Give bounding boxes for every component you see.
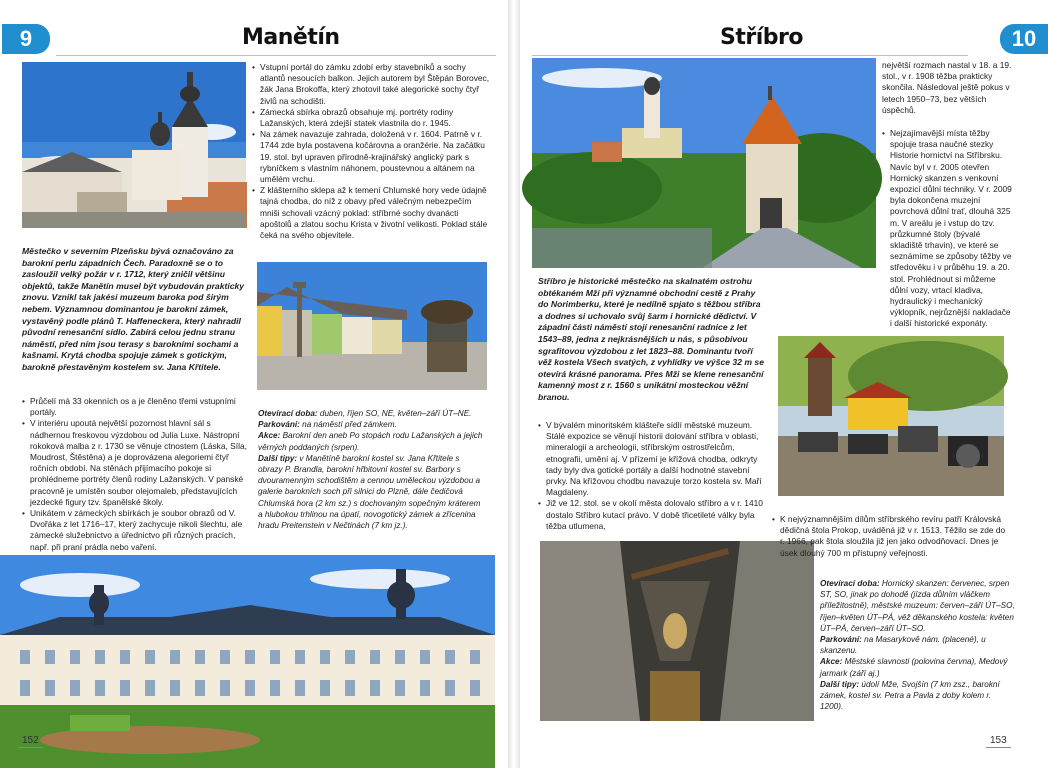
info-tips-text: v Manětíně barokní kostel sv. Jana Křtitele s obrazy P. Brandla, barokní hřbitovní kostel sv. Barbory s dvouramenným schodištěm a cennou uměleckou výzdobou a galerie barokních soch při silnici do Plzně, dále čedičová Chlumská hora (2 km sz.) s dochovaným sopečným kráterem a hlubokou trhlinou na úpatí, novogotický zámek a zřícenina hradu Preitenstein v Nečtinách (7 km jz.). [258, 453, 481, 531]
bullet-garden: • Na zámek navazuje zahrada, doložená v r. 1604. Patrně v r. 1744 zde byla postavena kočárovna a oranžérie. Na začátku 19. stol. byl upraven přírodně-krajinářský anglický park s rybníčkem s vlastním náhonem, poustevnou a altánem na umělém vrchu. [252, 129, 492, 185]
page-title: Manětín [242, 25, 340, 50]
photo-stribro-town [532, 58, 876, 268]
right-page [520, 0, 1024, 768]
bullet-collection: • Zámecká sbírka obrazů obsahuje mj. portréty rodiny Lažanských, která zdejší statek vlastnila do r. 1945. [252, 107, 492, 129]
left-page [0, 0, 508, 768]
info-hours-label-right: Otevírací doba: [820, 579, 880, 588]
bullet-interior: • V interiéru upoutá největší pozornost hlavní sál s nádhernou freskovou výzdobou od Julia Luxe. Nástropní rokoková malba z r. 1730 se věnuje ctnostem (Láska, Síla, Moudrost, Štěstěna) a je doprovázena alegoriemi čtyř ročních období. Na stěnách přijímacího pokoje si prohlédneme portréty členů rodiny Lažanských. V panské pracovně je umístěn soubor olejomaleb, představujících jezdecké figury tzv. španělské školy. [22, 418, 250, 508]
info-events-label-right: Akce: [820, 657, 843, 667]
intro-paragraph: Městečko v severním Plzeňsku bývá označováno za barokní perlu západních Čech. Paradoxně se o to zasloužil velký požár v r. 1712, který zničil většinu objektů, takže Manětín musel být vybudován prakticky znovu. Vznikl tak jakési muzeum baroka pod širým nebem. Významnou dominantou je barokní zámek, vystavěný podle plánů T. Haffeneckera, který nahradil původní renesanční sídlo. Zabírá celou jednu stranu náměstí, před ním jsou terasy s barokními sochami a kašnami. Krytá chodba spojuje zámek s gotickým, barokně přestavěným kostelem sv. Jana Křtitele. [22, 246, 245, 372]
info-tips-label: Další tipy: [258, 453, 298, 463]
bullets-top [252, 62, 492, 241]
top-text: největší rozmach nastal v 18. a 19. stol., v r. 1908 těžba prakticky skončila. Následoval ještě pokus v letech 1950–73, bez větších úspěchů. [882, 60, 1012, 115]
info-events-label: Akce: [258, 431, 281, 441]
title-rule-right [532, 55, 968, 56]
photo-mining-skanzen [778, 336, 1004, 496]
info-parking-text: na náměstí před zámkem. [302, 420, 397, 430]
bullet-paintings: • Unikátem v zámeckých sbírkách je soubor obrazů od V. Dvořáka z let 1716–17, který zachycuje nikoli šlechtu, ale zámecké služebnictvo a úřednictvo při různých pracích, např. při praní prádla nebo vaření. [22, 508, 250, 553]
photo-town-square [257, 262, 487, 390]
bullet-history: • Již ve 12. stol. se v okolí města dolovalo stříbro a v r. 1410 dostalo Stříbro kutací právo. V době třicetileté války byla těžba utlumena, [538, 498, 770, 532]
info-hours-label: Otevírací doba: [258, 409, 318, 418]
info-parking-label: Parkování: [258, 420, 300, 430]
chapter-number-badge: 9 [2, 24, 50, 54]
bullet-prokop [772, 514, 1012, 559]
info-block-right [820, 578, 1016, 712]
chapter-number-badge-right: 10 [1000, 24, 1048, 54]
bullet-mining-route-text: • Nejzajímavější místa těžby spojuje trasa naučné stezky Historie hornictví na Stříbrsku. Navíc byl v r. 2005 otevřen Hornický skanzen s venkovní expozicí důlní techniky. V r. 2009 byla dokončena muzejní povrchová důlní trať, dlouhá 325 m. V areálu je i vstup do tzv. průzkumné štoly (bývalé skladiště trhavin), ve které se seznámíme se způsoby těžby ve středověku i v průběhu 19. a 20. stol. Prohlédnout si můžeme důlní vozy, vrtací kladiva, hydraulický i mechanický výklopník, nejrůznější nakladače i další historické exponáty. [882, 128, 1014, 344]
bullet-treasure: • Z klášterního sklepa až k temení Chlumské hory vede údajně tajná chodba, do níž z obavy před válečným nebezpečím mniši schovali vzácný poklad: stříbrné sochy dvanácti apoštolů a zlatou sochu Krista v životní velikosti. Poklad stále čeká na svého objevitele. [252, 185, 492, 241]
photo-chateau-facade [0, 555, 495, 768]
info-events-text-right: Městské slavnosti (polovina června), Medový jarmark (září aj.) [820, 657, 1008, 678]
info-block [258, 408, 486, 531]
bullet-facade: • Průčelí má 33 okenních os a je členěno třemi vstupními portály. [22, 396, 250, 418]
photo-chateau-church [22, 62, 246, 228]
bullet-prokop-text: • K nejvýznamnějším dílům stříbrského revíru patří Královská dědičná štola Prokop, uváděná již v r. 1513. Těžilo se zde do r. 1966, pak štola sloužila již jen jako odvodňovací. Dnes je úsek dlouhý 700 m přístupný veřejnosti. [772, 514, 1012, 559]
photo-mine-tunnel [540, 541, 814, 721]
info-parking-label-right: Parkování: [820, 635, 862, 645]
info-parking-text-right: na Masarykově nám. (placené), u skanzenu. [820, 635, 986, 656]
info-tips-text-right: údolí Mže, Svojšín (7 km zsz., barokní zámek, kostel sv. Petra a Pavla z doby kolem r. 1200). [820, 679, 1000, 712]
bullet-portal: • Vstupní portál do zámku zdobí erby stavebníků a sochy atlantů nesoucích balkon. Jejich autorem byl Štěpán Borovec, žák Jana Brokoffa, který zhotovil také alegorické sochy čtyř živlů na schodišti. [252, 62, 492, 107]
intro-paragraph-right: Stříbro je historické městečko na skalnatém ostrohu obtékaném Mží při významné obchodní cestě z Prahy do Norimberku, které je nedílně spjato s těžbou stříbra a dodnes si uchovalo svůj šarm i hornické dědictví. V západní části náměstí stojí renesanční radnice z let 1543–89, jedna z nejkrásnějších u nás, s působivou sgrafitovou výzdobou z let 1823–88. Dominantu tvoří věž kostela Všech svatých, z vyhlídky ve výšce 32 m se otevírá krásné panorama. Přes Mži se klene renesanční kamenný most z r. 1560 s unikátní mosteckou věžní branou. [538, 276, 764, 402]
bullet-mining-route [882, 128, 1014, 344]
title-rule [56, 55, 496, 56]
book-gutter [508, 0, 520, 768]
page-number-right: 153 [986, 734, 1011, 748]
bullets-mid [538, 420, 770, 532]
info-hours-text: duben, říjen SO, NE, květen–září ÚT–NE. [319, 409, 472, 418]
bullets-bottom [22, 396, 250, 553]
page-title-right: Stříbro [720, 25, 803, 50]
info-tips-label-right: Další tipy: [820, 679, 860, 689]
info-hours-text-right: Hornický skanzen: červenec, srpen ST, SO, jinak po dohodě (jízda důlním vláčkem příležitostně), městské muzeum: červen–září ÚT–SO, říjen–květen ÚT–PÁ, věž děkanského kostela: květen ÚT–PÁ, červen–září ÚT–SO. [820, 579, 1015, 633]
page-number-left: 152 [18, 734, 43, 748]
bullet-museum: • V bývalém minoritském klášteře sídlí městské muzeum. Stálé expozice se věnují historii dolování stříbra v oblasti, mineralogii a archeologii, stříbrským ostrostřelcům, etnografii, umění aj. V přízemí je křížová chodba, odkryty tady byly dva gotické portály a další hodnotné stavební prvky. Na křížovou chodbu navazuje torzo kostela sv. Maří Magdaleny. [538, 420, 770, 498]
info-events-text: Barokní den aneb Po stopách rodu Lažanských a jejich věrných poddaných (srpen). [258, 431, 483, 452]
